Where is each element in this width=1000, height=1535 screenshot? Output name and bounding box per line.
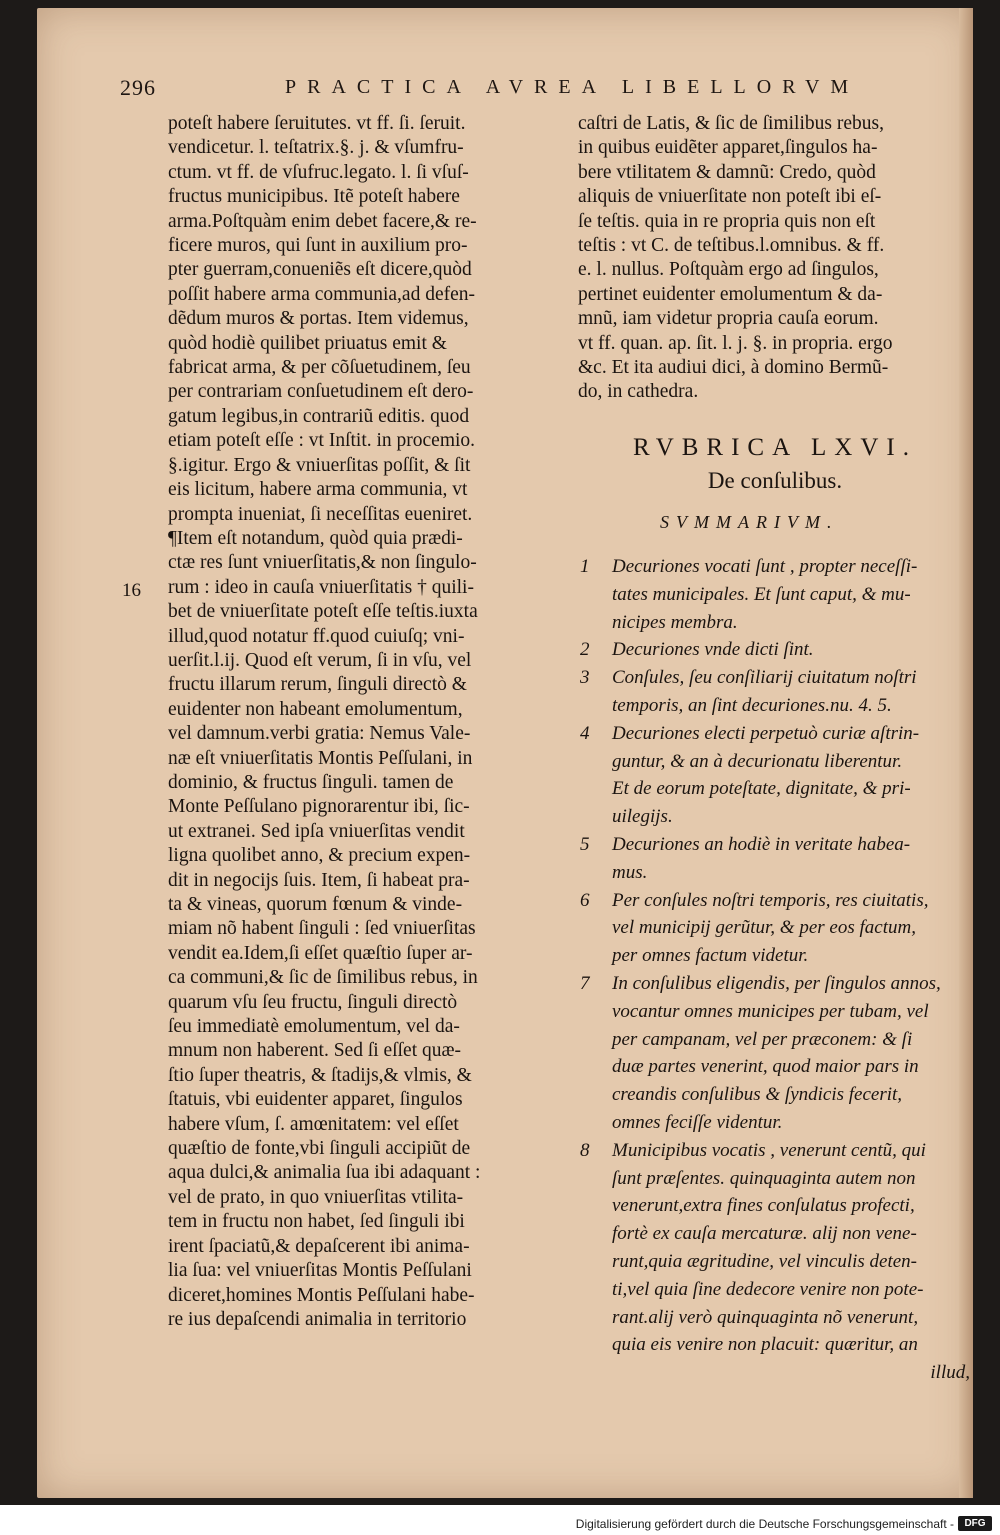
text-line: poſſit habere arma communia,ad defen- xyxy=(168,283,475,305)
summary-entry xyxy=(580,970,970,1137)
text-line: ſeu immediatè emolumentum, vel da- xyxy=(168,1016,460,1038)
left-text-column xyxy=(168,112,568,1332)
summary-entry xyxy=(580,636,970,664)
entry-line: per campanam, vel per præconem: & ſi xyxy=(612,1028,913,1050)
text-line: vel de prato, in quo vniuerſitas vtilita- xyxy=(168,1186,464,1208)
text-line: Monte Peſſulano pignorarentur ibi, ſic- xyxy=(168,796,470,818)
entry-line: omnes feciſſe videntur. xyxy=(612,1111,783,1133)
entry-line: In conſulibus eligendis, per ſingulos annos, xyxy=(612,972,941,994)
summary-entry xyxy=(580,887,970,970)
entry-line: per omnes factum videtur. xyxy=(612,945,809,967)
text-line: lia ſua: vel vniuerſitas Montis Peſſulani xyxy=(168,1260,472,1282)
text-line: quòd hodiè quilibet priuatus emit & xyxy=(168,332,447,354)
text-line: næ eſt vniuerſitatis Montis Peſſulani, in xyxy=(168,747,473,769)
text-line: uerſit.l.ij. Quod eſt verum, ſi in vſu, vel xyxy=(168,649,472,671)
text-line: vel damnum.verbi gratia: Nemus Vale- xyxy=(168,723,471,745)
entry-line: Decuriones an hodiè in veritate habea- xyxy=(612,833,911,855)
entry-line: Municipibus vocatis , venerunt centũ, qui xyxy=(612,1139,926,1161)
text-line: illud,quod notatur ff.quod cuiuſq; vni- xyxy=(168,625,465,647)
text-line: bere vtilitatem & damnũ: Credo, quòd xyxy=(578,161,876,183)
entry-line: Conſules, ſeu conſiliarij ciuitatum noſtri xyxy=(612,667,917,689)
text-line: rum : ideo in cauſa vniuerſitatis † quili- xyxy=(168,576,474,598)
right-text-column xyxy=(578,112,973,405)
entry-line: runt,quia ægritudine, vel vinculis deten- xyxy=(612,1250,918,1272)
entry-line: nicipes membra. xyxy=(612,611,738,633)
entry-line: duæ partes venerint, quod maior pars in xyxy=(612,1056,919,1078)
text-line: quæſtio de fonte,vbi ſinguli accipiũt de xyxy=(168,1138,471,1160)
text-line: ſtio ſuper theatris, & ſtadijs,& vlmis, & xyxy=(168,1064,472,1086)
text-line: euidenter non habeant emolumentum, xyxy=(168,698,463,720)
text-line: mnũ, iam videtur propria cauſa eorum. xyxy=(578,308,879,330)
rubric-subtitle: De conſulibus. xyxy=(707,468,843,493)
running-title: PRACTICA AVREA LIBELLORVM xyxy=(285,76,860,98)
entry-number: 1 xyxy=(580,556,590,577)
entry-line: uilegijs. xyxy=(612,806,673,828)
entry-line: Decuriones vnde dicti ſint. xyxy=(612,639,814,661)
text-line: vt ff. quan. ap. ſit. l. j. §. in propria. ergo xyxy=(578,332,893,354)
entry-line: mus. xyxy=(612,861,648,883)
text-line: teſtis : vt C. de teſtibus.l.omnibus. & ff. xyxy=(578,235,885,257)
summary-list xyxy=(580,553,970,1387)
text-line: poteſt habere ſeruitutes. vt ff. ſi. ſeruit. xyxy=(168,113,466,134)
text-line: pertinet euidenter emolumentum & da- xyxy=(578,283,883,305)
entry-line: fortè ex cauſa mercaturæ. alij non vene- xyxy=(612,1223,917,1245)
rubric-heading xyxy=(610,434,940,494)
entry-line: Per conſules noſtri temporis, res ciuitatis, xyxy=(612,889,929,911)
text-line: aliquis de vniuerſitate non poteſt ibi eſ- xyxy=(578,186,882,208)
entry-line: venerunt,extra fines conſulatus profecti, xyxy=(612,1195,915,1217)
text-line: vendit ea.Idem,ſi eſſet quæſtio ſuper ar- xyxy=(168,942,473,964)
text-line: miam nõ habent ſinguli : ſed vniuerſitas xyxy=(168,918,476,940)
text-line: ſe teſtis. quia in re propria quis non eſt xyxy=(578,210,876,232)
text-line: fabricat arma, & per cõſuetudinem, ſeu xyxy=(168,357,471,379)
page-header xyxy=(120,75,880,105)
entry-line: Decuriones electi perpetuò curiæ aſtrin- xyxy=(612,722,920,744)
text-line: ſtatuis, vbi euidenter apparet, ſingulos xyxy=(168,1089,463,1111)
entry-line: creandis conſulibus & ſyndicis fecerit, xyxy=(612,1084,903,1106)
entry-line: rant.alij verò quinquaginta nõ venerunt, xyxy=(612,1306,919,1328)
entry-number: 8 xyxy=(580,1139,590,1161)
entry-number: 3 xyxy=(580,667,590,689)
text-line: ca communi,& ſic de ſimilibus rebus, in xyxy=(168,967,478,989)
text-line: &c. Et ita audiui dici, à domino Bermũ- xyxy=(578,357,889,379)
text-line: pter guerram,conueniẽs eſt dicere,quòd xyxy=(168,259,472,281)
text-line: tem in fructu non habet, ſed ſinguli ibi xyxy=(168,1211,465,1233)
text-line: dẽdum muros & portas. Item videmus, xyxy=(168,308,469,330)
summary-entry xyxy=(580,720,970,831)
entry-line: Et de eorum poteſtate, dignitate, & pri- xyxy=(612,778,911,800)
text-line: irent ſpaciatũ,& depaſcerent ibi anima- xyxy=(168,1235,470,1257)
margin-number: 16 xyxy=(122,580,141,601)
text-line: §.igitur. Ergo & vniuerſitas poſſit, & ſit xyxy=(168,454,471,476)
summary-entry xyxy=(580,664,970,720)
text-line: aqua dulci,& animalia ſua ibi adaquant : xyxy=(168,1162,481,1184)
text-line: vendicetur. l. teſtatrix.§. j. & vſumfru- xyxy=(168,137,464,159)
summary-entry xyxy=(580,831,970,887)
text-line: habere vſum, ſ. amœnitatem: vel eſſet xyxy=(168,1113,459,1135)
text-line: arma.Poſtquàm enim debet facere,& re- xyxy=(168,210,477,232)
text-line: ctæ res ſunt vniuerſitatis,& non ſingulo- xyxy=(168,552,477,574)
entry-number: 5 xyxy=(580,833,590,855)
text-line: ficere muros, qui ſunt in auxilium pro- xyxy=(168,235,468,257)
entry-number: 2 xyxy=(580,639,590,661)
text-line: ctum. vt ff. de vſufruc.legato. l. ſi vſuſ- xyxy=(168,161,469,183)
summary-entry xyxy=(580,553,970,636)
footer-credit: Digitalisierung gefördert durch die Deutsche Forschungsgemeinschaft - xyxy=(575,1517,954,1531)
text-line: in quibus euidẽter apparet,ſingulos ha- xyxy=(578,137,878,159)
text-line: gatum legibus,in contrariũ editis. quod xyxy=(168,405,470,427)
text-line: caſtri de Latis, & ſic de ſimilibus rebus, xyxy=(578,113,884,134)
text-line: quarum vſu ſeu fructu, ſinguli directò xyxy=(168,991,458,1013)
entry-number: 6 xyxy=(580,889,590,911)
dfg-logo: DFG xyxy=(958,1516,992,1531)
entry-line: Decuriones vocati ſunt , propter neceſſi- xyxy=(612,556,918,577)
catchword: illud, xyxy=(930,1362,970,1384)
entry-line: temporis, an ſint decuriones.nu. 4. 5. xyxy=(612,694,892,716)
entry-number: 7 xyxy=(580,972,590,994)
entry-line: guntur, & an à decurionatu liberentur. xyxy=(612,750,903,772)
entry-line: vocantur omnes municipes per tubam, vel xyxy=(612,1000,929,1022)
text-line: per contrariam conſuetudinem eſt dero- xyxy=(168,381,474,403)
rubric-title: RVBRICA LXVI. xyxy=(633,434,917,461)
entry-line: ti,vel quia ſine dedecore venire non pote- xyxy=(612,1278,924,1300)
text-line: ligna quolibet anno, & precium expen- xyxy=(168,845,471,867)
text-line: fructu illarum rerum, ſinguli directò & xyxy=(168,674,467,696)
summary-entry xyxy=(580,1137,970,1359)
text-line: ta & vineas, quorum fœnum & vinde- xyxy=(168,894,463,915)
text-line: dit in negocijs ſuis. Item, ſi habeat pra- xyxy=(168,869,470,891)
entry-number: 4 xyxy=(580,722,590,744)
entry-line: vel municipij gerũtur, & per eos factum, xyxy=(612,917,916,939)
text-line: bet de vniuerſitate poteſt eſſe teſtis.iuxta xyxy=(168,601,478,623)
text-line: diceret,homines Montis Peſſulani habe- xyxy=(168,1284,475,1306)
entry-line: tates municipales. Et ſunt caput, & mu- xyxy=(612,583,911,605)
text-line: ¶Item eſt notandum, quòd quia prædi- xyxy=(168,527,463,549)
text-line: eis licitum, habere arma communia, vt xyxy=(168,479,468,501)
text-line: re ius depaſcendi animalia in territorio xyxy=(168,1308,467,1330)
text-line: dominio, & fructus ſinguli. tamen de xyxy=(168,771,454,793)
summary-heading: SVMMARIVM. xyxy=(660,512,839,532)
entry-line: quia eis venire non placuit: quæritur, an xyxy=(612,1334,918,1356)
text-line: prompta inueniat, ſi neceſſitas eueniret. xyxy=(168,503,473,525)
folio-number: 296 xyxy=(120,75,156,100)
entry-line: ſunt præſentes. quinquaginta autem non xyxy=(612,1167,916,1189)
text-line: mnum non haberent. Sed ſi eſſet quæ- xyxy=(168,1040,461,1062)
text-line: etiam poteſt eſſe : vt Inſtit. in procemio. xyxy=(168,430,476,452)
text-line: e. l. nullus. Poſtquàm ergo ad ſingulos, xyxy=(578,259,879,281)
text-line: do, in cathedra. xyxy=(578,381,699,403)
text-line: fructus municipibus. Itẽ poteſt habere xyxy=(168,186,460,208)
text-line: ut extranei. Sed ipſa vniuerſitas vendit xyxy=(168,820,465,842)
